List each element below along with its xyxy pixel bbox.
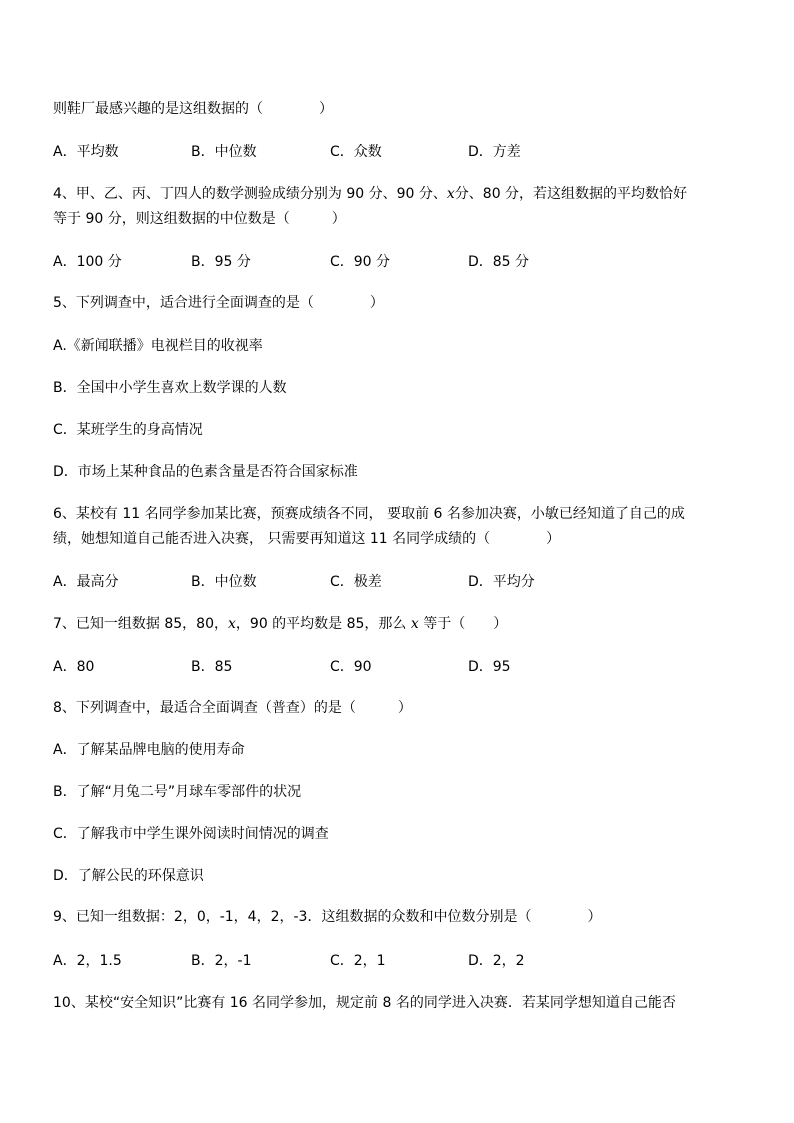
q4-stem-part-b: 分、80 分，若这组数据的平均数恰好: [454, 186, 688, 202]
option-d: D．2，2: [468, 953, 525, 969]
option-b: B．中位数: [191, 574, 257, 590]
q4-stem-line1: [53, 185, 687, 203]
option-d: D．方差: [468, 144, 521, 160]
q8-stem: 8、下列调查中，最适合全面调查（普查）的是（ ）: [53, 700, 412, 716]
option-b: B．2，-1: [191, 953, 252, 969]
q3-stem: 则鞋厂最感兴趣的是这组数据的（ ）: [53, 101, 333, 117]
q7-variable-x: x: [228, 616, 236, 632]
q9-stem: 9、已知一组数据：2，0，-1，4，2，-3．这组数据的众数和中位数分别是（ ）: [53, 909, 602, 925]
option-d: D．平均分: [468, 574, 535, 590]
option-a: A．平均数: [53, 144, 119, 160]
option-c: C．众数: [330, 144, 382, 160]
option-a: A．80: [53, 659, 95, 675]
q3-options: [53, 143, 753, 161]
q6-stem-line1: 6、某校有 11 名同学参加某比赛，预赛成绩各不同， 要取前 6 名参加决赛，小敏已经知道了自己的成: [53, 506, 685, 522]
option-b: B．中位数: [191, 144, 257, 160]
q4-variable-x: x: [446, 186, 455, 202]
q6-stem-line2: 绩，她想知道自己能否进入决赛， 只需要再知道这 11 名同学成绩的（ ）: [53, 531, 561, 547]
q5-option-d: D．市场上某种食品的色素含量是否符合国家标准: [53, 464, 358, 480]
q4-stem-part-a: 4、甲、乙、丙、丁四人的数学测验成绩分别为 90 分、90 分、: [53, 186, 447, 202]
q5-stem: 5、下列调查中，适合进行全面调查的是（ ）: [53, 295, 384, 311]
q9-options: [53, 952, 753, 970]
option-d: D．85 分: [468, 254, 530, 270]
q7-options: [53, 658, 753, 676]
q7-variable-x-2: x: [410, 616, 419, 632]
q8-option-b: B．了解“月兔二号”月球车零部件的状况: [53, 784, 302, 800]
option-c: C．2，1: [330, 953, 386, 969]
option-b: B．85: [191, 659, 233, 675]
option-c: C．90: [330, 659, 372, 675]
option-c: C．90 分: [330, 254, 391, 270]
q4-stem-line2: 等于 90 分，则这组数据的中位数是（ ）: [53, 211, 346, 227]
q8-option-d: D．了解公民的环保意识: [53, 868, 204, 884]
q4-options: [53, 253, 753, 271]
option-a: A．100 分: [53, 254, 122, 270]
option-c: C．极差: [330, 574, 382, 590]
q8-option-c: C．了解我市中学生课外阅读时间情况的调查: [53, 826, 329, 842]
option-a: A．最高分: [53, 574, 119, 590]
q8-option-a: A．了解某品牌电脑的使用寿命: [53, 742, 245, 758]
q5-option-c: C．某班学生的身高情况: [53, 422, 203, 438]
q10-stem-line1: 10、某校“安全知识”比赛有 16 名同学参加，规定前 8 名的同学进入决赛．若某同学想知道自己能否: [53, 995, 676, 1011]
option-d: D．95: [468, 659, 511, 675]
q7-stem-part-c: 等于（ ）: [418, 616, 508, 632]
q5-option-b: B．全国中小学生喜欢上数学课的人数: [53, 380, 287, 396]
option-a: A．2，1.5: [53, 953, 122, 969]
q7-stem-part-b: ，90 的平均数是 85，那么: [235, 616, 411, 632]
q7-stem-part-a: 7、已知一组数据 85，80，: [53, 616, 228, 632]
q5-option-a: A.《新闻联播》电视栏目的收视率: [53, 338, 263, 354]
option-b: B．95 分: [191, 254, 251, 270]
q7-stem: [53, 615, 507, 633]
q6-options: [53, 573, 753, 591]
